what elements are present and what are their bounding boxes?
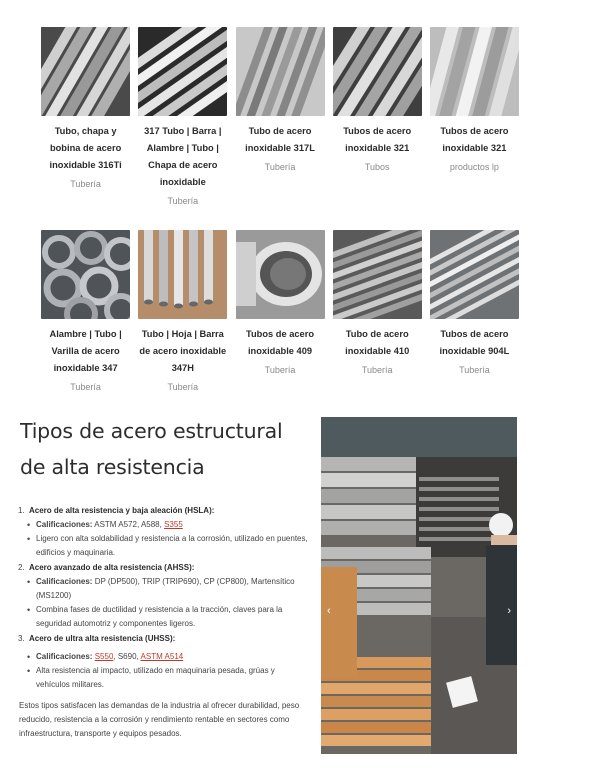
cal-text: DP (DP500), TRIP (TRIP690), CP (CP800), Martensítico (MS1200): [36, 577, 295, 600]
product-card[interactable]: [329, 230, 426, 395]
product-name[interactable]: Tubos de acero inoxidable 904L: [439, 329, 510, 356]
steel-types-section: [0, 405, 600, 776]
product-image[interactable]: [236, 230, 325, 319]
grade-link-s355[interactable]: S355: [164, 520, 183, 529]
sub-item: • Alta resistencia al impacto, utilizado en maquinaria pesada, grúas y vehículos militares.: [27, 664, 308, 692]
product-card[interactable]: [426, 27, 523, 209]
list-heading: Acero de alta resistencia y baja aleación (HSLA):: [29, 506, 215, 515]
product-name[interactable]: Tubo de acero inoxidable 410: [345, 329, 410, 356]
product-name[interactable]: Tubos de acero inoxidable 409: [245, 329, 315, 356]
list-heading: Acero avanzado de alta resistencia (AHSS):: [29, 563, 195, 572]
product-image[interactable]: [138, 230, 227, 319]
product-category[interactable]: Tubería: [264, 365, 296, 375]
product-card[interactable]: [231, 230, 328, 395]
product-card[interactable]: [231, 27, 328, 209]
cal-label: Calificaciones:: [36, 577, 93, 586]
product-name[interactable]: Alambre | Tubo | Varilla de acero inoxidable 347: [49, 329, 122, 373]
product-card[interactable]: [329, 27, 426, 209]
sub-item: • Ligero con alta soldabilidad y resistencia a la corrosión, utilizado en puentes, edificios y maquinaria.: [27, 532, 308, 560]
sub-item: • Calificaciones: DP (DP500), TRIP (TRIP690), CP (CP800), Martensítico (MS1200): [27, 577, 295, 600]
item-description: Alta resistencia al impacto, utilizado en maquinaria pesada, grúas y vehículos militares.: [36, 666, 275, 689]
product-image[interactable]: [41, 230, 130, 319]
product-category[interactable]: Tubos: [364, 162, 390, 172]
cal-label: Calificaciones:: [36, 652, 93, 661]
sub-item: • Combina fases de ductilidad y resistencia a la tracción, claves para la seguridad automotriz y componentes ligeros.: [27, 603, 308, 631]
list-item: [18, 561, 308, 575]
product-card[interactable]: [37, 27, 134, 209]
chevron-left-icon[interactable]: ‹: [327, 605, 331, 617]
product-category[interactable]: Tubería: [70, 179, 101, 189]
product-card[interactable]: [134, 27, 231, 209]
sub-list: [18, 518, 308, 560]
product-image[interactable]: [236, 27, 325, 116]
item-description: Ligero con alta soldabilidad y resistencia a la corrosión, utilizado en puentes, edificios y maquinaria.: [36, 534, 308, 557]
section-summary: Estos tipos satisfacen las demandas de la industria al ofrecer durabilidad, peso reducido, resistencia a la corrosión y rendimiento rentable en sectores como infraestructura, transporte y equipos pesados.: [19, 701, 300, 738]
warehouse-photo-slider[interactable]: [321, 417, 517, 754]
warehouse-photo: [321, 417, 517, 754]
product-category[interactable]: Tubería: [167, 382, 199, 392]
steel-types-list: [18, 503, 308, 692]
section-title: Tipos de acero estructural de alta resistencia: [20, 419, 283, 479]
product-grid-row-1: [37, 27, 523, 209]
product-name[interactable]: Tubo, chapa y bobina de acero inoxidable 316Ti: [49, 126, 122, 170]
list-number: 2.: [18, 563, 25, 572]
product-name[interactable]: Tubos de acero inoxidable 321: [343, 126, 412, 153]
sub-item: • Calificaciones: ASTM A572, A588, S355: [27, 520, 183, 530]
product-category[interactable]: Tubería: [361, 365, 393, 375]
product-card[interactable]: [134, 230, 231, 395]
product-card[interactable]: [426, 230, 523, 395]
grade-link-s550[interactable]: S550: [94, 652, 114, 661]
product-image[interactable]: [333, 27, 422, 116]
product-image[interactable]: [430, 27, 519, 116]
cal-text: ASTM A572, A588,: [92, 520, 165, 529]
product-name[interactable]: Tubo | Hoja | Barra de acero inoxidable 347H: [139, 329, 227, 373]
product-grid-row-2: [37, 230, 523, 395]
grade-link-astm-a514[interactable]: ASTM A514: [140, 652, 184, 661]
cal-tail: , S690,: [113, 652, 141, 661]
sub-list: [18, 575, 308, 631]
product-image[interactable]: [41, 27, 130, 116]
product-card[interactable]: [37, 230, 134, 395]
product-name[interactable]: Tubo de acero inoxidable 317L: [245, 126, 315, 153]
product-image[interactable]: [138, 27, 227, 116]
chevron-right-icon[interactable]: ›: [507, 605, 511, 617]
cal-label: Calificaciones:: [36, 520, 93, 529]
product-category[interactable]: Tubería: [167, 196, 199, 206]
list-item: [18, 632, 308, 646]
list-heading: Acero de ultra alta resistencia (UHSS):: [29, 634, 176, 643]
product-category[interactable]: Tubería: [264, 162, 296, 172]
product-image[interactable]: [430, 230, 519, 319]
product-category[interactable]: productos lp: [449, 162, 499, 172]
product-name[interactable]: 317 Tubo | Barra | Alambre | Tubo | Chapa de acero inoxidable: [144, 126, 222, 187]
list-item: [18, 504, 308, 518]
sub-item: • Calificaciones: S550, S690, ASTM A514: [27, 652, 184, 662]
item-description: Combina fases de ductilidad y resistencia a la tracción, claves para la seguridad automotriz y componentes ligeros.: [36, 605, 283, 628]
sub-list: [18, 650, 308, 692]
list-number: 1.: [18, 506, 25, 515]
product-category[interactable]: Tubería: [70, 382, 101, 392]
product-category[interactable]: Tubería: [459, 365, 490, 375]
product-image[interactable]: [333, 230, 422, 319]
product-name[interactable]: Tubos de acero inoxidable 321: [440, 126, 509, 153]
list-number: 3.: [18, 634, 25, 643]
